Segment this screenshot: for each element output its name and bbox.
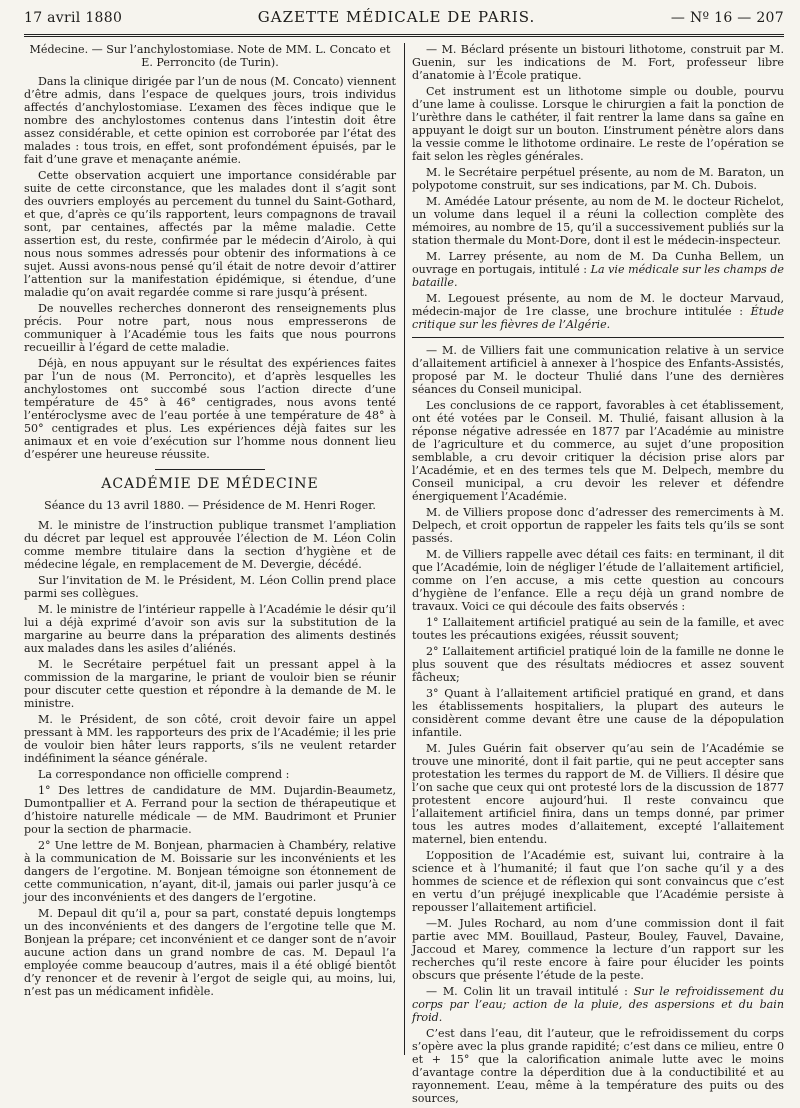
paragraph: M. le ministre de l’intérieur rappelle à l’Académie le désir qu’il lui a déjà exprimé d’avoir son avis sur la substitution de la margarine au beurre dans la préparation des aliments destinés aux malades dans les asiles d’aliénés. [24, 603, 396, 655]
right-column [412, 43, 784, 1108]
paragraph: M. Amédée Latour présente, au nom de M. le docteur Richelot, un volume dans lequel il a réuni la collection complète des mémoires, au nombre de 15, qu’il a successivement publiés sur la station thermale du Mont-Dore, dont il est le médecin-inspecteur. [412, 195, 784, 247]
paragraph [412, 250, 784, 289]
paragraph: De nouvelles recherches donneront des renseignements plus précis. Pour notre part, nous nous empresserons de communiquer à l’Académie tous les faits que nous pourrons recueillir à l’égard de cette maladie. [24, 302, 396, 354]
columns [24, 43, 784, 1108]
masthead-title: GAZETTE MÉDICALE DE PARIS. [257, 8, 536, 26]
paragraph [412, 985, 784, 1024]
paragraph: M. Jules Guérin fait observer qu’au sein de l’Académie se trouve une minorité, dont il fait partie, qui ne peut accepter sans protestation les termes du rapport de M. de Villiers. Il désire que l’on sache que ceux qui ont protesté lors de la discussion de 1877 protestent encore aujourd’hui. Il reste convaincu que l’allaitement artificiel finira, dans un temps donné, par primer tous les autres modes d’allaitement, excepté l’allaitement maternel, bien entendu. [412, 742, 784, 846]
paragraph: C’est dans l’eau, dit l’auteur, que le refroidissement du corps s’opère avec la plus grande rapidité; c’est dans ce milieu, entre 0 et + 15° que la calorification animale lutte avec le moins d’avantage contre la déperdition due à la conductibilité et au rayonnement. L’eau, même à la température des puits ou des sources, [412, 1027, 784, 1105]
paragraph: Cette observation acquiert une importance considérable par suite de cette circonstance, que les malades dont il s’agit sont des ouvriers employés au percement du tunnel du Saint-Gothard, et que, d’après ce qu’ils rapportent, leurs compagnons de travail sont, par centaines, affectés par la même maladie. Cette assertion est, du reste, confirmée par le médecin d’Airolo, à qui nous nous sommes adressés pour obtenir des informations à ce sujet. Aussi avons-nous pensé qu’il était de notre devoir d’attirer l’attention sur la manifestation épidémique, si étendue, d’une maladie qu’on avait regardée comme si rare jusqu’à présent. [24, 169, 396, 299]
paragraph [412, 292, 784, 331]
paragraph: M. de Villiers propose donc d’adresser des remerciments à M. Delpech, et croit opportun de rappeler les faits tels qu’ils se sont passés. [412, 506, 784, 545]
paragraph: — M. Béclard présente un bistouri lithotome, construit par M. Guenin, sur les indications de M. Fort, professeur libre d’anatomie à l’École pratique. [412, 43, 784, 82]
section-divider [155, 469, 265, 470]
section-title: ACADÉMIE DE MÉDECINE [101, 476, 319, 492]
paragraph-text: — M. Colin lit un travail intitulé : [426, 985, 634, 998]
paragraph: —M. Jules Rochard, au nom d’une commission dont il fait partie avec MM. Bouillaud, Pasteur, Bouley, Fauvel, Davaine, Jaccoud et Marey, commence la lecture d’un rapport sur les recherches qu’il reste encore à faire pour élucider les points obscurs que présente l’étude de la peste. [412, 917, 784, 982]
paragraph: M. le Secrétaire perpétuel fait un pressant appel à la commission de la margarine, le priant de vouloir bien se réunir pour discuter cette question et répondre à la demande de M. le ministre. [24, 658, 396, 710]
column-divider [404, 43, 405, 1055]
left-column [24, 43, 396, 1108]
rule-divider [412, 337, 784, 338]
book-title: Étude critique sur les fièvres de l’Algérie. [412, 305, 784, 331]
paragraph: Cet instrument est un lithotome simple ou double, pourvu d’une lame à coulisse. Lorsque le chirurgien a fait la ponction de l’urèthre dans le cathéter, il fait rentrer la lame dans sa gaîne en appuyant le doigt sur un bouton. L’instrument pénètre alors dans la vessie comme le lithotome ordinaire. Le reste de l’opération se fait selon les règles générales. [412, 85, 784, 163]
paragraph: Déjà, en nous appuyant sur le résultat des expériences faites par l’un de nous (M. Perroncito), et d’après lesquelles les anchylostomes ont succombé sous l’action directe d’une température de 45° à 46° centigrades, nous avons tenté l’entéroclysme avec de l’eau portée à une température de 48° à 50° centigrades et plus. Les expériences déjà faites sur les animaux et en voie d’exécution sur l’homme nous donnent lieu d’espérer une heureuse réussite. [24, 357, 396, 461]
paragraph-text: M. Larrey présente, au nom de M. Da Cunha Bellem, un ouvrage en portugais, intitulé : [412, 250, 784, 276]
paragraph: Sur l’invitation de M. le Président, M. Léon Collin prend place parmi ses collègues. [24, 574, 396, 600]
paragraph-text: M. Legouest présente, au nom de M. le docteur Marvaud, médecin-major de 1re classe, une brochure intitulée : [412, 292, 784, 318]
seance-line: Séance du 13 avril 1880. — Présidence de M. Henri Roger. [44, 499, 376, 512]
work-title: Sur le refroidissement du corps par l’eau; action de la pluie, des aspersions et du bain froid. [412, 985, 785, 1024]
header-rule [24, 34, 784, 37]
paragraph: M. le Président, de son côté, croit devoir faire un appel pressant à MM. les rapporteurs des prix de l’Académie; il les prie de vouloir bien hâter leurs rapports, s’ils ne veulent retarder indéfiniment la séance générale. [24, 713, 396, 765]
page-header [24, 8, 784, 30]
paragraph: M. de Villiers rappelle avec détail ces faits: en terminant, il dit que l’Académie, loin de négliger l’étude de l’allaitement artificiel, comme on l’en accuse, a mis cette question au concours d’hygiène de l’enfance. Elle a reçu déjà un grand nombre de travaux. Voici ce qui découle des faits observés : [412, 548, 784, 613]
header-issue: — Nº 16 — 207 [670, 10, 784, 26]
header-date: 17 avril 1880 [24, 10, 123, 26]
paragraph: 1° L’allaitement artificiel pratiqué au sein de la famille, et avec toutes les précautions exigées, réussit souvent; [412, 616, 784, 642]
paragraph: 1° Des lettres de candidature de MM. Dujardin-Beaumetz, Dumontpallier et A. Ferrand pour la section de thérapeutique et d’histoire naturelle médicale — de MM. Baudrimont et Prunier pour la section de pharmacie. [24, 784, 396, 836]
paragraph: M. le Secrétaire perpétuel présente, au nom de M. Baraton, un polypotome construit, sur ses indications, par M. Ch. Dubois. [412, 166, 784, 192]
article-lede: Médecine. — Sur l’anchylostomiase. Note de MM. L. Concato et E. Perroncito (de Turin). [29, 43, 391, 69]
paragraph: — M. de Villiers fait une communication relative à un service d’allaitement artificiel à annexer à l’hospice des Enfants-Assistés, proposé par M. le docteur Thulié dans l’une des dernières séances du Conseil municipal. [412, 344, 784, 396]
paragraph: Les conclusions de ce rapport, favorables à cet établissement, ont été votées par le Conseil. M. Thulié, faisant allusion à la réponse négative adressée en 1877 par l’Académie au ministre de l’agriculture et du commerce, au sujet d’une proposition semblable, a cru devoir critiquer la décision prise alors par l’Académie, et en des termes tels que M. Delpech, membre du Conseil municipal, a cru devoir les relever et défendre énergiquement l’Académie. [412, 399, 784, 503]
paragraph: 2° Une lettre de M. Bonjean, pharmacien à Chambéry, relative à la communication de M. Boissarie sur les inconvénients et les dangers de l’ergotine. M. Bonjean témoigne son étonnement de cette communication, n’ayant, dit-il, jamais oui parler jusqu’à ce jour des inconvénients et des dangers de l’ergotine. [24, 839, 396, 904]
book-title: La vie médicale sur les champs de bataille. [412, 263, 784, 289]
paragraph: 2° L’allaitement artificiel pratiqué loin de la famille ne donne le plus souvent que des résultats médiocres et assez souvent fâcheux; [412, 645, 784, 684]
paragraph: M. le ministre de l’instruction publique transmet l’ampliation du décret par lequel est approuvée l’élection de M. Léon Colin comme membre titulaire dans la section d’hygiène et de médecine légale, en remplacement de M. Devergie, décédé. [24, 519, 396, 571]
paragraph: L’opposition de l’Académie est, suivant lui, contraire à la science et à l’humanité; il faut que l’on sache qu’il y a des hommes de science et de réflexion qui sont convaincus que c’est en vertu d’un préjugé inexplicable que l’Académie persiste à repousser l’allaitement artificiel. [412, 849, 784, 914]
paragraph: La correspondance non officielle comprend : [38, 768, 290, 781]
paragraph: 3° Quant à l’allaitement artificiel pratiqué en grand, et dans les établissements hospitaliers, la plupart des auteurs le considèrent comme devant être une cause de la dépopulation infantile. [412, 687, 784, 739]
paragraph: M. Depaul dit qu’il a, pour sa part, constaté depuis longtemps un des inconvénients et des dangers de l’ergotine telle que M. Bonjean la prépare; cet inconvénient et ce danger sont de n’avoir aucune action dans un grand nombre de cas. M. Depaul l’a employée comme beaucoup d’autres, mais il a été obligé bientôt d’y renoncer et de revenir à l’ergot de seigle qui, au moins, lui, n’est pas un médicament infidèle. [24, 907, 396, 998]
paragraph: Dans la clinique dirigée par l’un de nous (M. Concato) viennent d’être admis, dans l’espace de quelques jours, trois individus affectés d’anchylostomiase. L’examen des fèces indique que le nombre des anchylostomes contenus dans l’intestin doit être assez considérable, et cette opinion est corroborée par l’état des malades : tous trois, en effet, sont profondément épuisés, par le fait d’une grave et menaçante anémie. [24, 75, 396, 166]
